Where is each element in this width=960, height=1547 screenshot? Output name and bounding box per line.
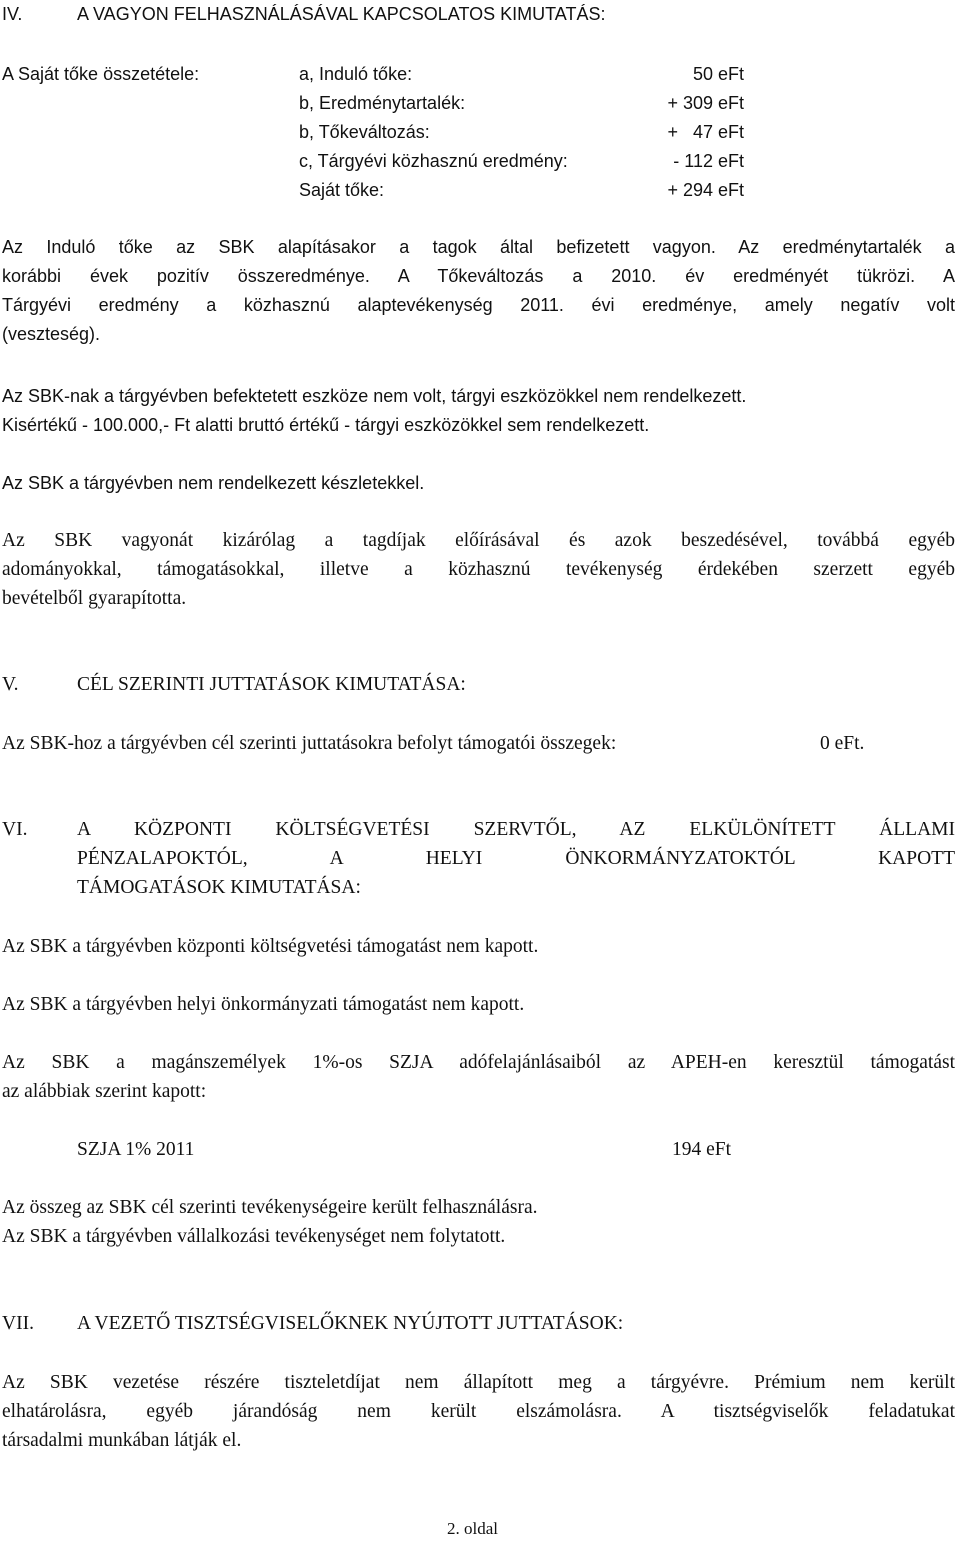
paragraph-line: társadalmi munkában látják el. — [2, 1430, 242, 1451]
equity-row-label: a, Induló tőke: — [299, 64, 413, 84]
paragraph-line: Az SBK-nak a tárgyévben befektetett eszköze nem volt, tárgyi eszközökkel nem rendelkezett. — [2, 386, 747, 406]
paragraph-line: adományokkal, támogatásokkal, illetve a közhasznú tevékenység érdekében szerzett egyéb — [2, 559, 955, 580]
equity-row-value: - 112 eFt — [673, 151, 744, 171]
equity-row-value: + 309 eFt — [667, 93, 744, 113]
paragraph-inventory: Az SBK a tárgyévben nem rendelkezett készletekkel. — [2, 473, 425, 493]
paragraph-assets-growth — [2, 526, 955, 613]
paragraph-line: elhatárolásra, egyéb járandóság nem került elszámolásra. A tisztségviselők feladatukat — [2, 1401, 955, 1422]
paragraph-line: az alábbiak szerint kapott: — [2, 1081, 207, 1102]
paragraph-line: Az Induló tőke az SBK alapításakor a tagok által befizetett vagyon. Az eredménytartalék a — [2, 237, 955, 257]
paragraph-szja — [2, 1048, 955, 1106]
section-vi-title-line: TÁMOGATÁSOK KIMUTATÁSA: — [77, 877, 361, 898]
paragraph-local-government: Az SBK a tárgyévben helyi önkormányzati támogatást nem kapott. — [2, 994, 525, 1015]
paragraph-business-activity: Az SBK a tárgyévben vállalkozási tevékenységet nem folytatott. — [2, 1226, 506, 1247]
paragraph-line: Kisértékű - 100.000,- Ft alatti bruttó értékű - tárgyi eszközökkel sem rendelkezett. — [2, 415, 650, 435]
equity-row-value: 50 eFt — [692, 64, 744, 84]
section-vi-title-line: PÉNZALAPOKTÓL, A HELYI ÖNKORMÁNYZATOKTÓL KAPOTT — [77, 848, 955, 869]
paragraph-usage: Az összeg az SBK cél szerinti tevékenységeire került felhasználásra. — [2, 1197, 538, 1218]
equity-total-label: Saját tőke: — [299, 180, 385, 200]
paragraph-officer-benefits — [2, 1368, 955, 1455]
paragraph-line: Az SBK vagyonát kizárólag a tagdíjak előírásával és azok beszedésével, továbbá egyéb — [2, 530, 955, 551]
equity-total-value: + 294 eFt — [667, 180, 744, 200]
section-iv-title: A VAGYON FELHASZNÁLÁSÁVAL KAPCSOLATOS KIMUTATÁS: — [77, 4, 606, 24]
paragraph-line: (veszteség). — [2, 324, 101, 344]
section-vi-title — [77, 815, 955, 902]
paragraph-equity-explanation — [2, 233, 955, 349]
section-iv-number: IV. — [2, 4, 23, 24]
section-v-value: 0 eFt. — [820, 733, 865, 754]
equity-label: A Saját tőke összetétele: — [2, 64, 200, 84]
section-vi-title-line: A KÖZPONTI KÖLTSÉGVETÉSI SZERVTŐL, AZ ELKÜLÖNÍTETT ÁLLAMI — [77, 819, 955, 840]
szja-value: 194 eFt — [672, 1139, 732, 1160]
section-vii-title: A VEZETŐ TISZTSÉGVISELŐKNEK NYÚJTOTT JUTTATÁSOK: — [77, 1313, 624, 1334]
paragraph-line: Tárgyévi eredmény a közhasznú alaptevékenység 2011. évi eredménye, amely negatív volt — [2, 295, 955, 315]
section-vi-number: VI. — [2, 819, 28, 840]
paragraph-line: Az SBK vezetése részére tiszteletdíjat nem állapított meg a tárgyévre. Prémium nem került — [2, 1372, 955, 1393]
equity-row-label: b, Tőkeváltozás: — [299, 122, 430, 142]
szja-label: SZJA 1% 2011 — [77, 1139, 195, 1160]
paragraph-line: Az SBK a magánszemélyek 1%-os SZJA adófelajánlásaiból az APEH-en keresztül támogatást — [2, 1052, 955, 1073]
section-v-title: CÉL SZERINTI JUTTATÁSOK KIMUTATÁSA: — [77, 674, 466, 695]
page-number: 2. oldal — [447, 1519, 498, 1538]
section-vii-number: VII. — [2, 1313, 34, 1334]
equity-row-value: + 47 eFt — [667, 122, 744, 142]
section-v-text: Az SBK-hoz a tárgyévben cél szerinti juttatásokra befolyt támogatói összegek: — [2, 733, 617, 754]
paragraph-line: bevételből gyarapította. — [2, 588, 187, 609]
paragraph-line: korábbi évek pozitív összeredménye. A Tőkeváltozás a 2010. év eredményét tükrözi. A — [2, 266, 955, 286]
paragraph-central-budget: Az SBK a tárgyévben központi költségvetési támogatást nem kapott. — [2, 936, 539, 957]
section-v-number: V. — [2, 674, 19, 695]
equity-row-label: c, Tárgyévi közhasznú eredmény: — [299, 151, 568, 171]
equity-row-label: b, Eredménytartalék: — [299, 93, 466, 113]
paragraph-fixed-assets — [2, 382, 955, 440]
